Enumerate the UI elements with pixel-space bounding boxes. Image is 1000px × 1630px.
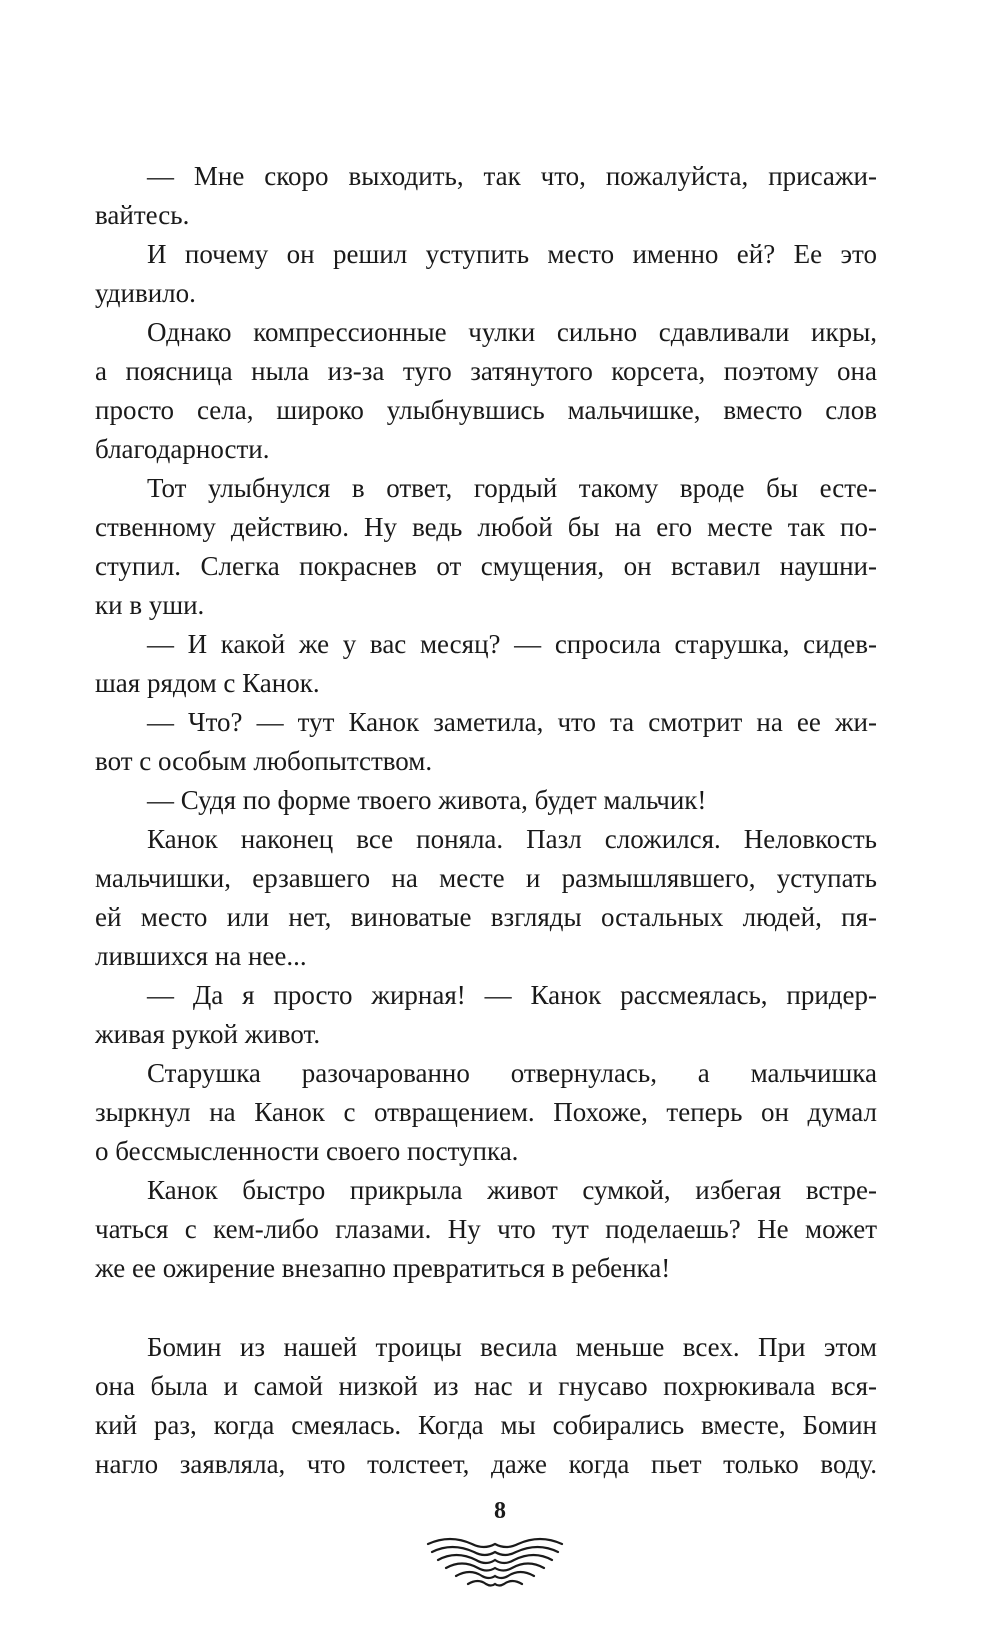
text-line: — Да я просто жирная! — Канок рассмеялась, придер- — [147, 980, 877, 1010]
text-line: Канок наконец все поняла. Пазл сложился. Неловкость — [147, 824, 877, 854]
text-line: ступил. Слегка покраснев от смущения, он вставил наушни- — [95, 551, 877, 581]
wave-ornament-icon — [420, 1530, 570, 1600]
text-line: мальчишки, ерзавшего на месте и размышлявшего, уступать — [95, 863, 877, 893]
text-line: — Мне скоро выходить, так что, пожалуйста, присажи- — [147, 161, 877, 191]
text-line: благодарности. — [95, 434, 270, 464]
text-line: просто села, широко улыбнувшись мальчишке, вместо слов — [95, 395, 877, 425]
text-line: вот с особым любопытством. — [95, 746, 433, 776]
text-line: Однако компрессионные чулки сильно сдавливали икры, — [147, 317, 877, 347]
body-text — [95, 157, 877, 1484]
text-line: Канок быстро прикрыла живот сумкой, избегая встре- — [147, 1175, 877, 1205]
text-line: живая рукой живот. — [95, 1019, 321, 1049]
text-line: лившихся на нее... — [95, 941, 307, 971]
text-line: — Что? — тут Канок заметила, что та смотрит на ее жи- — [147, 707, 877, 737]
text-line: о бессмысленности своего поступка. — [95, 1136, 519, 1166]
text-line: — Судя по форме твоего живота, будет мальчик! — [147, 785, 707, 815]
text-line: ственному действию. Ну ведь любой бы на его месте так по- — [95, 512, 877, 542]
text-line: — И какой же у вас месяц? — спросила старушка, сидев- — [147, 629, 877, 659]
section-break — [95, 1288, 877, 1328]
text-line: ки в уши. — [95, 590, 205, 620]
text-line: Бомин из нашей троицы весила меньше всех. При этом — [147, 1332, 877, 1362]
text-line: же ее ожирение внезапно превратиться в ребенка! — [95, 1253, 671, 1283]
page-number: 8 — [494, 1498, 506, 1524]
text-line: вайтесь. — [95, 200, 190, 230]
text-line: шая рядом с Канок. — [95, 668, 320, 698]
text-line: кий раз, когда смеялась. Когда мы собирались вместе, Бомин — [95, 1410, 877, 1440]
text-line: ей место или нет, виноватые взгляды остальных людей, пя- — [95, 902, 877, 932]
text-line: нагло заявляла, что толстеет, даже когда пьет только воду. — [95, 1449, 877, 1479]
text-line: удивило. — [95, 278, 196, 308]
text-line: И почему он решил уступить место именно ей? Ее это — [147, 239, 877, 269]
text-line: а поясница ныла из-за туго затянутого корсета, поэтому она — [95, 356, 877, 386]
text-line: Тот улыбнулся в ответ, гордый такому вроде бы есте- — [147, 473, 877, 503]
text-line: зыркнул на Канок с отвращением. Похоже, теперь он думал — [95, 1097, 877, 1127]
text-line: Старушка разочарованно отвернулась, а мальчишка — [147, 1058, 877, 1088]
text-line: она была и самой низкой из нас и гнусаво похрюкивала вся- — [95, 1371, 877, 1401]
text-line: чаться с кем-либо глазами. Ну что тут поделаешь? Не может — [95, 1214, 877, 1244]
